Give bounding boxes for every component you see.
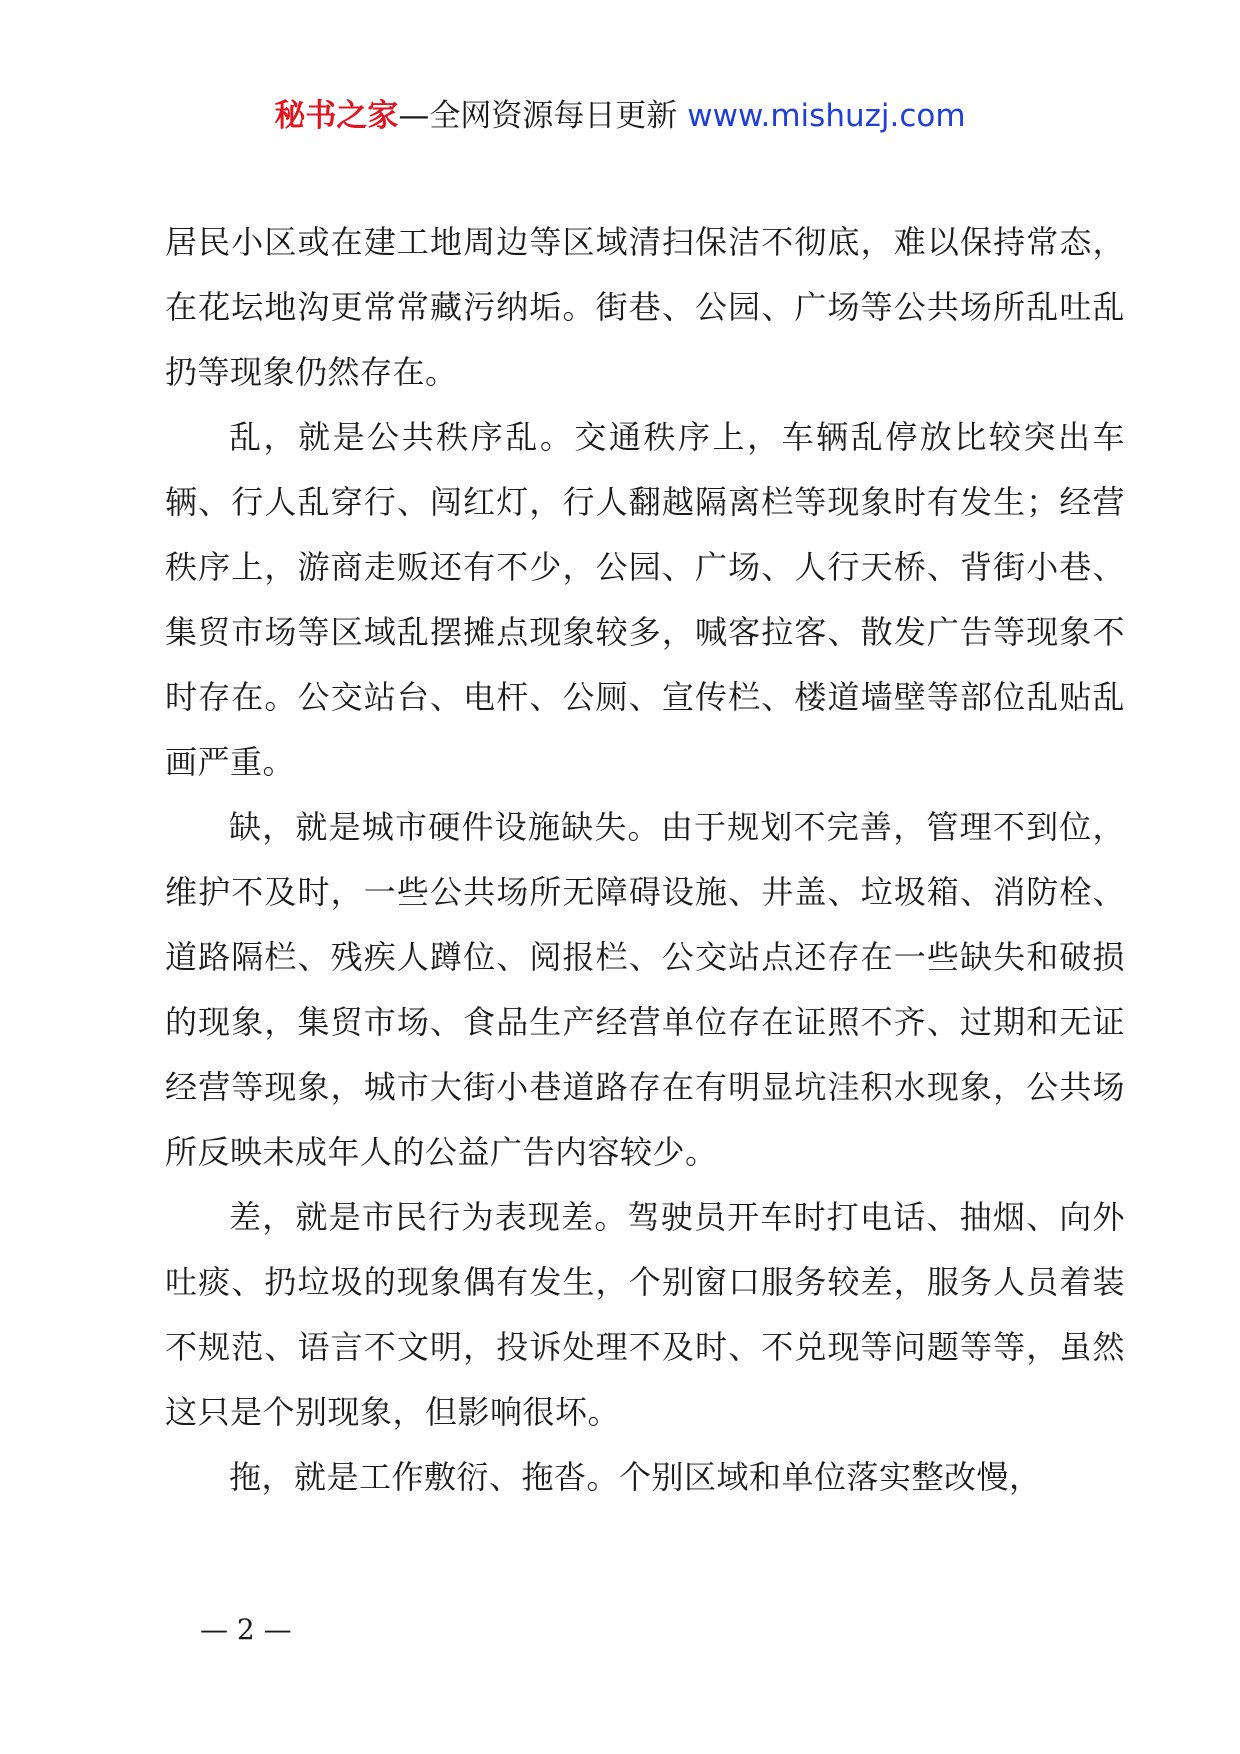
paragraph-que: 缺，就是城市硬件设施缺失。由于规划不完善，管理不到位，维护不及时，一些公共场所无障碍设施、井盖、垃圾箱、消防栓、道路隔栏、残疾人蹲位、阅报栏、公交站点还存在一些缺失和破损的现象，集贸市场、食品生产经营单位存在证照不齐、过期和无证经营等现象，城市大街小巷道路存在有明显坑洼积水现象，公共场所反映未成年人的公益广告内容较少。 — [165, 808, 1125, 1171]
paragraph-cha: 差，就是市民行为表现差。驾驶员开车时打电话、抽烟、向外吐痰、扔垃圾的现象偶有发生，个别窗口服务较差，服务人员着装不规范、语言不文明，投诉处理不及时、不兑现等问题等等，虽然这只是个别现象，但影响很坏。 — [165, 1198, 1125, 1431]
site-brand: 秘书之家 — [274, 98, 399, 134]
paragraph-luan: 乱，就是公共秩序乱。交通秩序上，车辆乱停放比较突出车辆、行人乱穿行、闯红灯，行人翻越隔离栏等现象时有发生；经营秩序上，游商走贩还有不少，公园、广场、人行天桥、背街小巷、集贸市场等区域乱摆摊点现象较多，喊客拉客、散发广告等现象不时存在。公交站台、电杆、公厕、宣传栏、楼道墙壁等部位乱贴乱画严重。 — [165, 418, 1125, 781]
site-header — [0, 96, 1240, 136]
paragraph-tuo: 拖，就是工作敷衍、拖沓。个别区域和单位落实整改慢， — [229, 1458, 1042, 1496]
site-tagline: —全网资源每日更新 — [398, 98, 678, 134]
document-body — [165, 210, 1125, 1510]
site-url-link[interactable]: www.mishuzj.com — [687, 98, 966, 134]
paragraph-continuation: 居民小区或在建工地周边等区域清扫保洁不彻底，难以保持常态，在花坛地沟更常常藏污纳垢。街巷、公园、广场等公共场所乱吐乱扔等现象仍然存在。 — [165, 223, 1125, 391]
page-number: — 2 — — [200, 1613, 292, 1646]
